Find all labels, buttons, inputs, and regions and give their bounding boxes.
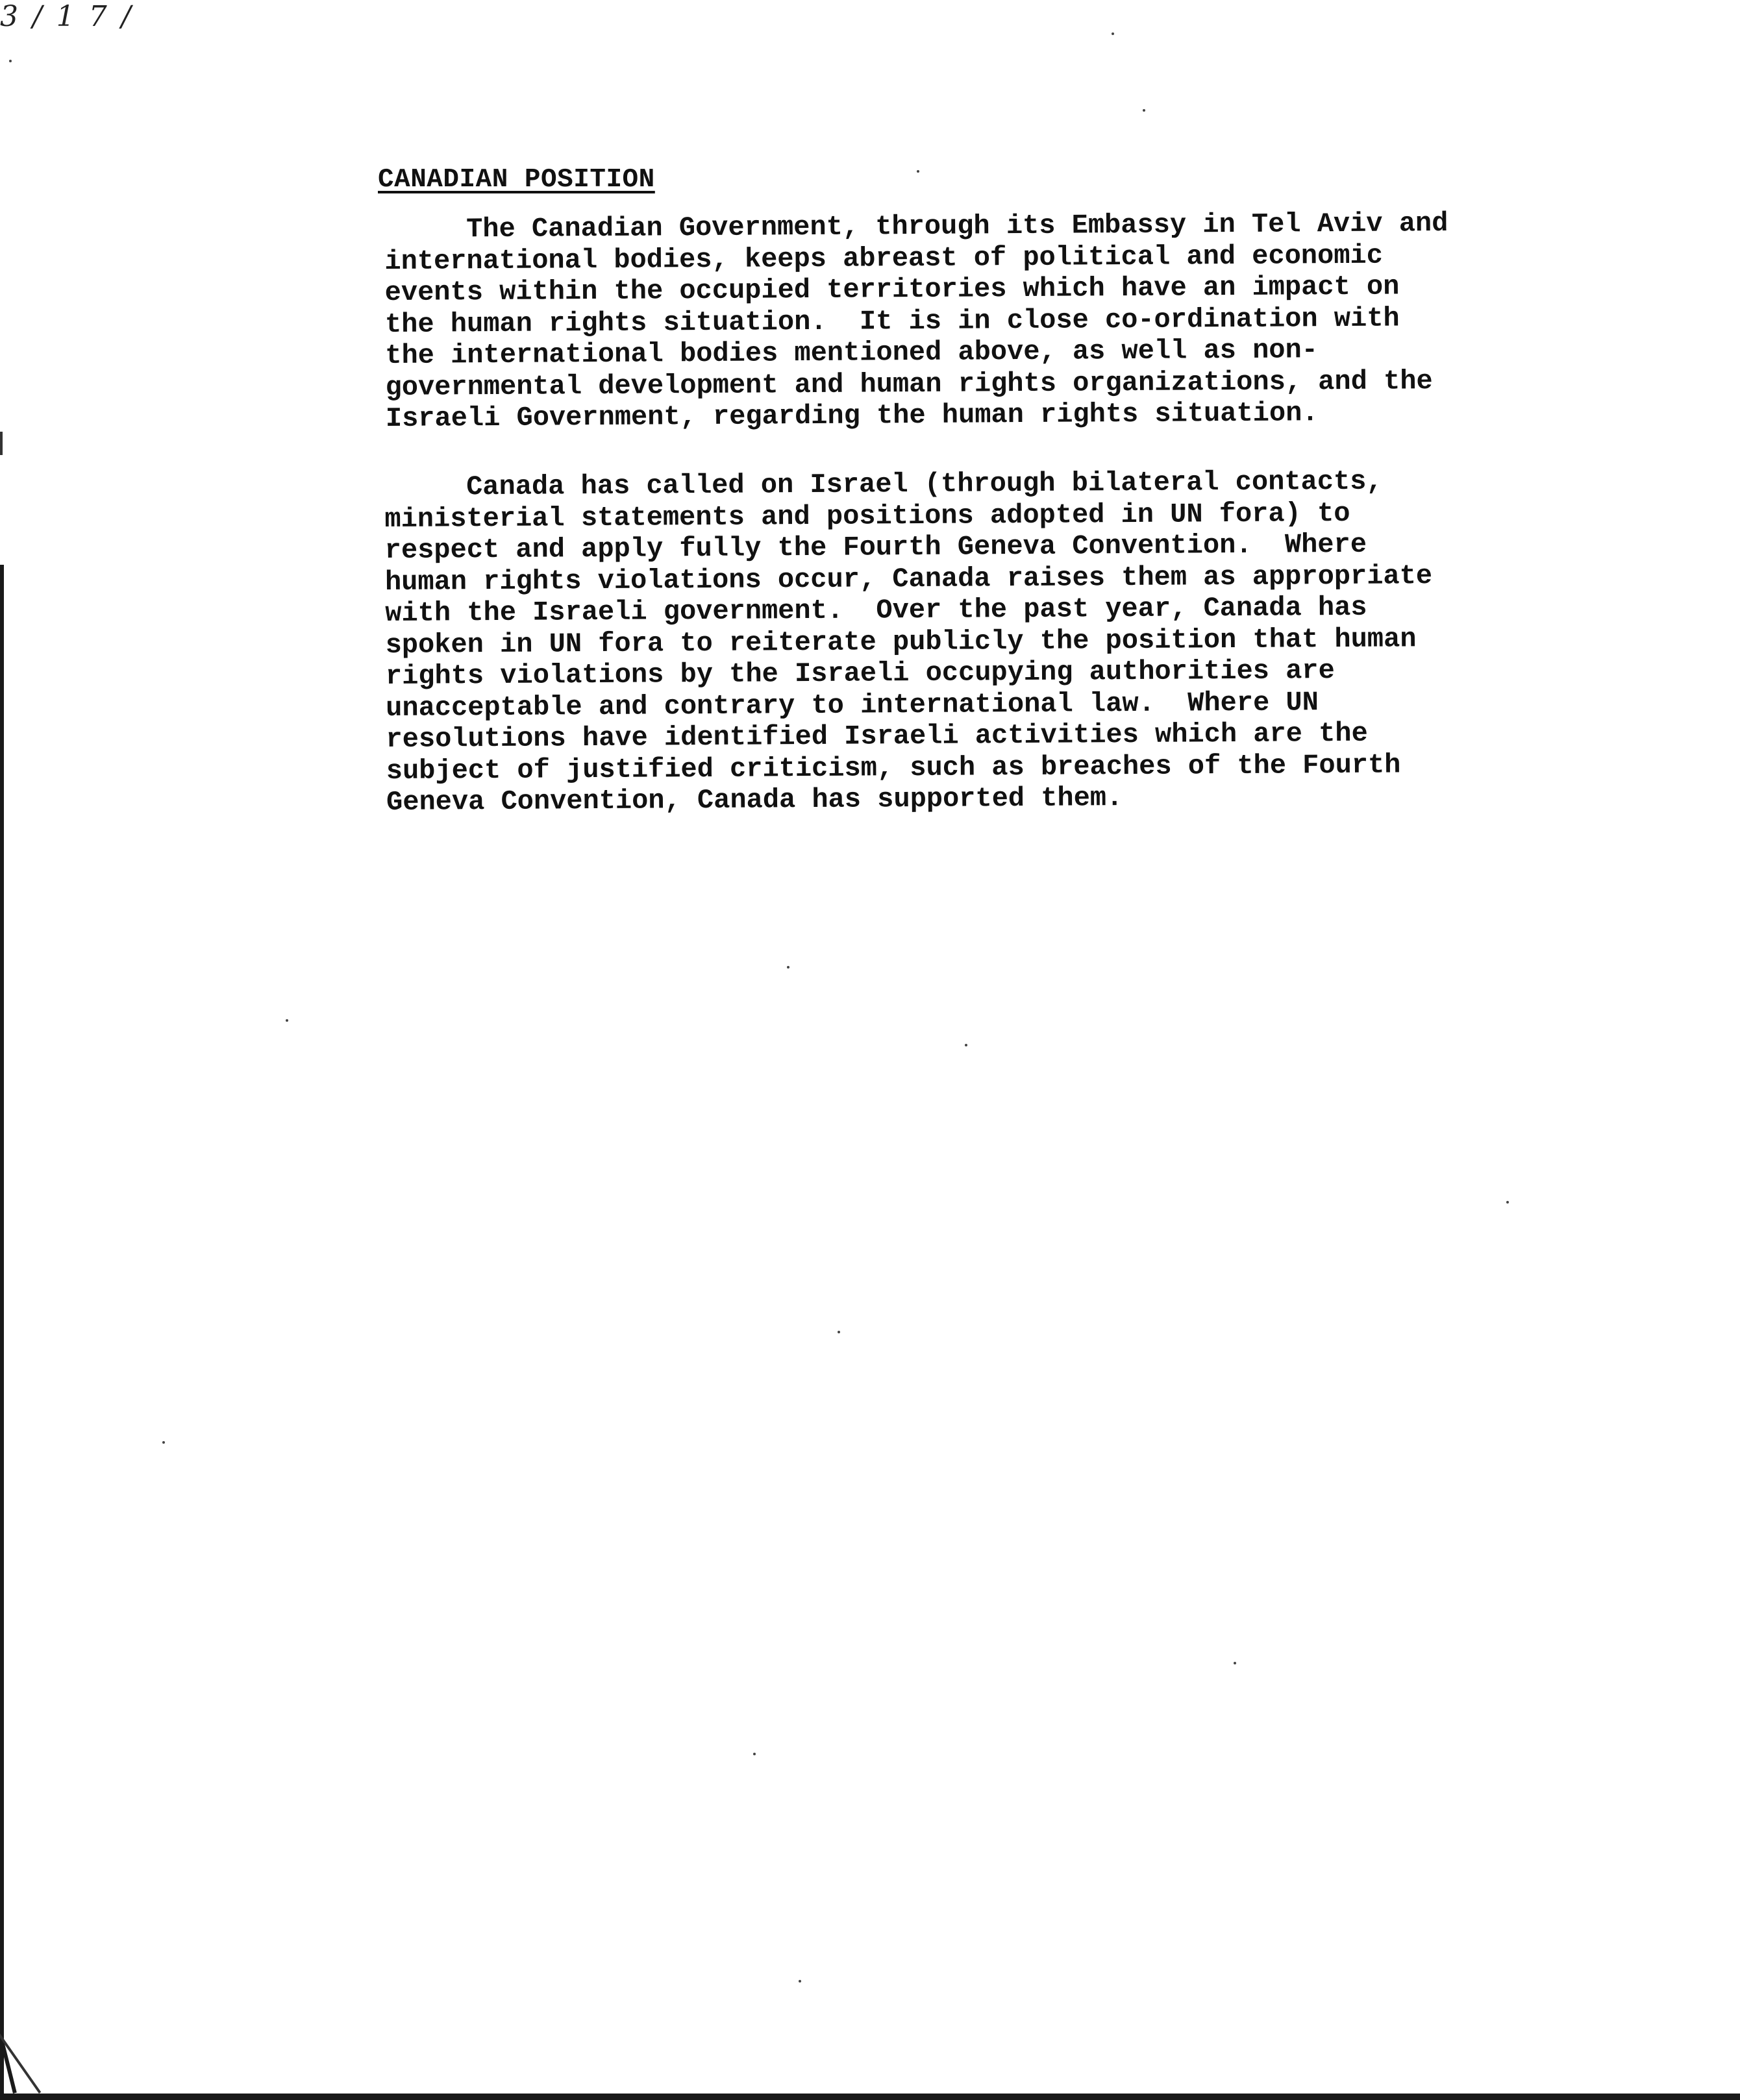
text-line: Geneva Convention, Canada has supported them. — [386, 782, 1123, 818]
scan-speck — [162, 1441, 165, 1444]
scan-speck — [787, 966, 789, 969]
section-heading: CANADIAN POSITION — [378, 165, 655, 195]
scan-speck — [1112, 32, 1114, 35]
text-line: resolutions have identified Israeli activities which are the — [386, 717, 1368, 755]
text-line: spoken in UN fora to reiterate publicly the position that human — [385, 623, 1417, 661]
scan-speck — [1143, 109, 1145, 112]
text-line: ministerial statements and positions adopted in UN fora) to — [384, 497, 1350, 535]
text-line: international bodies, keeps abreast of political and economic — [384, 240, 1384, 277]
scan-speck — [1234, 1662, 1236, 1664]
text-line: The Canadian Government, through its Embassy in Tel Aviv and — [384, 207, 1448, 245]
text-line: unacceptable and contrary to international law. Where UN — [386, 686, 1319, 724]
scan-speck — [838, 1331, 840, 1333]
text-line: human rights violations occur, Canada raises them as appropriate — [384, 560, 1433, 598]
text-line: the human rights situation. It is in close co-ordination with — [384, 302, 1400, 340]
handwritten-corner-mark: 3 / 1 7 / — [0, 0, 134, 33]
text-line: governmental development and human rights organizations, and the — [385, 365, 1433, 403]
scan-speck — [753, 1753, 756, 1755]
paragraph — [384, 464, 1646, 818]
text-line: events within the occupied territories which have an impact on — [384, 271, 1400, 308]
scan-edge-tick — [0, 432, 3, 455]
scan-speck — [286, 1019, 288, 1022]
scan-left-edge — [0, 565, 4, 2100]
scan-speck — [799, 1980, 801, 1983]
text-line: with the Israeli government. Over the past year, Canada has — [385, 591, 1367, 629]
text-line: rights violations by the Israeli occupying authorities are — [385, 655, 1335, 692]
scan-speck — [1506, 1201, 1509, 1204]
text-line: subject of justified criticism, such as breaches of the Fourth — [386, 748, 1401, 787]
text-line: Canada has called on Israel (through bilateral contacts, — [384, 465, 1383, 503]
text-line: the international bodies mentioned above, as well as non- — [385, 334, 1319, 371]
scan-speck — [917, 170, 919, 173]
paragraph — [384, 206, 1645, 434]
scan-speck — [9, 60, 12, 62]
scan-speck — [965, 1044, 967, 1046]
scan-bottom-edge — [0, 2094, 1740, 2100]
text-line: respect and apply fully the Fourth Geneva Convention. Where — [384, 528, 1367, 566]
text-line: Israeli Government, regarding the human rights situation. — [385, 397, 1319, 434]
